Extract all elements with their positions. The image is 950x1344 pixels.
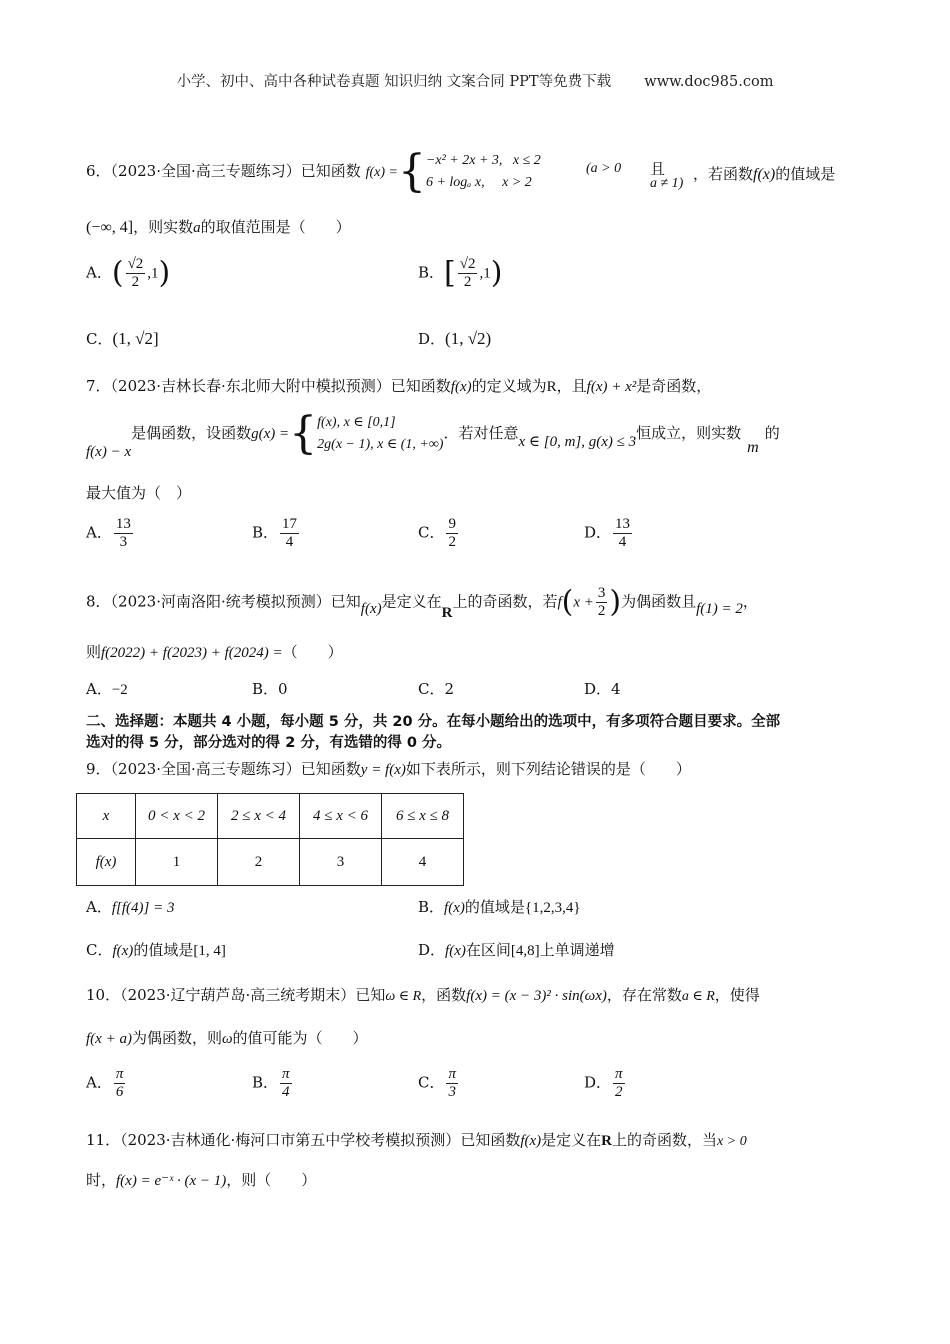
q7-cases <box>317 412 443 456</box>
q9-option-b[interactable] <box>418 896 581 917</box>
q11-expr: f(x) = e⁻ˣ · (x − 1) <box>116 1173 227 1189</box>
q7-R: R <box>546 379 557 395</box>
option-label: D． <box>584 523 612 542</box>
q6-lead: 已知函数 <box>300 162 361 180</box>
q6-tail: 的值域是 <box>775 165 836 183</box>
frac-num: 9 <box>448 516 456 532</box>
q10-option-a[interactable] <box>86 1066 127 1101</box>
q6-case1: −x² + 2x + 3, <box>425 153 503 168</box>
q10-l2b: 的值可能为（ ） <box>232 1029 368 1047</box>
q10-line2 <box>86 1027 368 1048</box>
q10-expr: f(x) = (x − 3)² · sin(ωx) <box>466 988 607 1004</box>
option-label: A． <box>86 680 112 698</box>
paren-right: ) <box>158 255 171 291</box>
option-tail2: 上单调递增 <box>539 941 615 959</box>
table-row <box>77 839 464 886</box>
frac <box>446 516 458 551</box>
frac-den: 4 <box>285 534 294 550</box>
frac-den: 3 <box>448 1084 456 1100</box>
q7-l2a: 是偶函数，设函数 <box>131 424 252 442</box>
table-header-cell: 4 ≤ x < 6 <box>300 794 382 839</box>
q7-mid: 的定义域为 <box>471 377 547 395</box>
q8-option-a[interactable] <box>86 678 128 699</box>
paren-left: ( <box>111 255 124 291</box>
q7-source: （2023·吉林长春·东北师大附中模拟预测） <box>110 377 391 395</box>
option-label: A． <box>86 523 112 542</box>
frac-num: 3 <box>597 585 606 601</box>
q8-line2b: （ ） <box>282 643 343 661</box>
q7-option-b[interactable] <box>252 516 301 551</box>
page-header <box>0 70 950 91</box>
q7-cond: x ∈ [0, m], g(x) ≤ 3 <box>518 434 637 450</box>
option-label: D． <box>584 1073 612 1092</box>
q6-option-b[interactable] <box>418 256 502 291</box>
option-expr: f[f(4)] = 3 <box>111 900 175 916</box>
frac-num: π <box>448 1066 456 1082</box>
q8-xplus: x + <box>573 594 594 611</box>
q9-option-a[interactable] <box>86 896 174 917</box>
paren-left: ( <box>561 584 574 620</box>
frac-den: 2 <box>463 274 472 290</box>
option-value: (1, √2) <box>445 329 492 348</box>
table-header-cell: 2 ≤ x < 4 <box>218 794 300 839</box>
q6-line2a: ，则实数 <box>133 218 194 236</box>
frac-den: 6 <box>115 1084 124 1100</box>
q8-lead: 已知 <box>330 592 361 611</box>
q10-tail: ，使得 <box>714 986 760 1004</box>
q6-line1-tail <box>693 163 835 184</box>
q7-num: 7． <box>86 377 111 395</box>
q8-mid2: 上的奇函数，若 <box>452 592 558 611</box>
option-label: C． <box>86 941 113 959</box>
frac <box>114 516 133 551</box>
table-row <box>77 794 464 839</box>
q8-expr: f(2022) + f(2023) + f(2024) = <box>101 645 283 661</box>
frac-num: 13 <box>115 516 131 532</box>
q7-gx: g(x) = <box>251 426 290 442</box>
q6-num: 6． <box>86 162 111 180</box>
q8-line2 <box>86 641 343 662</box>
q11-line1 <box>86 1129 747 1150</box>
q10-mid: ，函数 <box>421 986 467 1004</box>
frac-den: 2 <box>597 603 606 619</box>
option-expr: f(x) <box>445 943 466 959</box>
q11-fx: f(x) <box>520 1133 542 1149</box>
frac-num: 17 <box>282 516 298 532</box>
frac <box>458 256 478 291</box>
q6-range: (−∞, 4] <box>86 219 134 236</box>
option-label: B． <box>252 680 279 698</box>
frac-den: 2 <box>131 274 140 290</box>
table-cell: 4 <box>382 839 464 886</box>
q6-brace: { <box>397 146 426 197</box>
table-header-cell: 0 < x < 2 <box>136 794 218 839</box>
option-label: A． <box>86 898 112 916</box>
q6-fx: f(x) = <box>365 165 398 180</box>
q6-case2: 6 + logₐ x, <box>425 175 485 190</box>
frac-num: π <box>615 1066 623 1082</box>
frac <box>114 1066 126 1101</box>
paren-right: ) <box>609 584 622 620</box>
table-cell: 3 <box>300 839 382 886</box>
frac-den: 2 <box>448 534 456 550</box>
q7-lead: 已知函数 <box>390 377 451 395</box>
option-label: D． <box>584 680 612 698</box>
paren-left: [ <box>444 255 456 291</box>
option-value: (1, √2] <box>112 329 159 348</box>
option-rest: ,1 <box>479 265 491 282</box>
q7-fx: f(x) <box>450 379 472 395</box>
frac <box>613 1066 625 1101</box>
q6-option-c[interactable] <box>86 328 159 349</box>
table-header-cell: x <box>77 794 136 839</box>
q8-f1: f(1) = 2 <box>696 600 743 617</box>
q11-mid2: 上的奇函数，当 <box>612 1131 718 1149</box>
q11-cond: x > 0 <box>717 1134 747 1149</box>
q8-comma: ， <box>742 592 758 611</box>
frac <box>596 585 608 620</box>
q6-qie: 且 <box>650 160 666 178</box>
q7-l2b: ．若对任意 <box>443 424 519 442</box>
option-value: 4 <box>611 680 621 698</box>
q6-a: a <box>193 220 201 236</box>
option-label: C． <box>418 680 445 698</box>
frac <box>126 256 146 291</box>
q7-option-d[interactable] <box>584 516 634 551</box>
q11-mid: 是定义在 <box>541 1131 602 1149</box>
option-rest: ,1 <box>147 265 159 282</box>
q8-f: f <box>557 594 562 611</box>
q8-num: 8． <box>86 592 111 611</box>
frac-num: π <box>115 1066 124 1082</box>
frac <box>446 1066 458 1101</box>
q10-option-c[interactable] <box>418 1066 460 1101</box>
q8-mid3: 为偶函数且 <box>621 592 697 611</box>
option-label: B． <box>252 523 279 542</box>
option-label: A． <box>86 263 112 282</box>
option-label: B． <box>252 1073 279 1092</box>
option-text: 的值域是 <box>133 941 194 959</box>
q9-option-c[interactable] <box>86 939 226 960</box>
q11-l2a: 时， <box>86 1171 117 1189</box>
q6-line2 <box>86 216 351 237</box>
q7-case2: 2g(x − 1), x ∈ (1, +∞) <box>317 437 444 452</box>
q6-option-a[interactable] <box>86 256 170 291</box>
section2-line1: 二、选择题：本题共 4 小题，每小题 5 分，共 20 分。在每小题给出的选项中，有多项符合题目要求。全部 <box>86 714 781 730</box>
table-cell: 1 <box>136 839 218 886</box>
q7-option-c[interactable] <box>418 516 460 551</box>
frac <box>280 1066 292 1101</box>
header-site: www.doc985.com <box>644 74 774 90</box>
q8-mid: 是定义在 <box>381 592 442 611</box>
frac-den: 3 <box>119 534 128 550</box>
q8-option-d[interactable] <box>584 678 621 699</box>
q6-param: (a > 0 <box>586 161 622 176</box>
option-label: B． <box>418 898 445 916</box>
q6-param2: a ≠ 1) <box>650 176 684 191</box>
q6-option-d[interactable] <box>418 328 491 349</box>
frac-num: √2 <box>127 256 144 272</box>
q11-line2 <box>86 1169 316 1190</box>
option-tail: [1, 4] <box>193 943 226 959</box>
q7-m: m <box>747 439 759 456</box>
q7-mid2: ，且 <box>556 377 587 395</box>
q11-R: R <box>601 1133 613 1149</box>
q10-mid2: ，存在常数 <box>606 986 682 1004</box>
q9-fx: y = f(x) <box>360 762 406 778</box>
q9-source: （2023·全国·高三专题练习） <box>110 760 301 778</box>
frac-den: 4 <box>618 534 627 550</box>
q7-expr: f(x) + x² <box>586 379 637 395</box>
header-text: 小学、初中、高中各种试卷真题 知识归纳 文案合同 PPT等免费下载 <box>176 74 612 90</box>
q10-w: ω ∈ R <box>385 989 422 1004</box>
q7-case1: f(x), x ∈ [0,1] <box>317 415 396 430</box>
option-label: C． <box>86 330 113 348</box>
option-expr: f(x) <box>444 900 465 916</box>
frac-den: 4 <box>282 1084 290 1100</box>
q7-option-a[interactable] <box>86 516 135 551</box>
q9-lead: 已知函数 <box>300 760 361 778</box>
frac <box>613 516 632 551</box>
frac-num: π <box>282 1066 290 1082</box>
q7-line1 <box>86 375 711 396</box>
q11-source: （2023·吉林通化·梅河口市第五中学校考模拟预测） <box>120 1131 461 1149</box>
option-label: C． <box>418 1073 445 1092</box>
option-label: A． <box>86 1073 112 1092</box>
paren-right: ) <box>490 255 503 291</box>
table-cell: f(x) <box>77 839 136 886</box>
q7-l2d: 的 <box>764 424 780 442</box>
option-tail: {1,2,3,4} <box>524 900 581 916</box>
option-tail: [4,8] <box>510 943 540 959</box>
option-text: 在区间 <box>465 941 511 959</box>
option-value: −2 <box>111 682 128 698</box>
q7-line3: 最大值为（ ） <box>86 484 192 502</box>
q8-line2a: 则 <box>86 643 102 661</box>
q10-line1 <box>86 984 760 1005</box>
q6-line2b: 的取值范围是（ ） <box>200 218 351 236</box>
table-header-cell: 6 ≤ x ≤ 8 <box>382 794 464 839</box>
q7-expr2: f(x) − x <box>86 444 132 460</box>
option-label: C． <box>418 523 445 542</box>
q11-l2b: ，则（ ） <box>226 1171 317 1189</box>
q10-source: （2023·辽宁葫芦岛·高三统考期末） <box>120 986 356 1004</box>
q7-tail: 是奇函数， <box>636 377 712 395</box>
q10-fxa: f(x + a) <box>86 1031 132 1047</box>
q6-line1 <box>86 146 541 197</box>
q8-option-c[interactable] <box>418 678 454 699</box>
option-expr: f(x) <box>112 943 134 959</box>
q10-num: 10． <box>86 986 121 1004</box>
option-value: 0 <box>278 680 288 698</box>
q6-fx2: f(x) <box>753 166 776 183</box>
section2-line2: 选对的得 5 分，部分选对的得 2 分，有选错的得 0 分。 <box>86 735 452 751</box>
q6-cond1: x ≤ 2 <box>512 153 541 168</box>
q10-option-d[interactable] <box>584 1066 627 1101</box>
q7-line2 <box>86 408 780 460</box>
frac-num: √2 <box>459 256 476 272</box>
frac-num: 13 <box>615 516 631 532</box>
q9-tail: 如下表所示，则下列结论错误的是（ ） <box>405 760 691 778</box>
q8-fx: f(x) <box>360 600 382 617</box>
q9-table <box>76 793 464 886</box>
option-label: D． <box>418 330 446 348</box>
q10-omega: ω <box>221 1031 233 1047</box>
q9-num: 9． <box>86 760 111 778</box>
option-label: D． <box>418 941 446 959</box>
q9-option-d[interactable] <box>418 939 615 960</box>
q8-line1 <box>86 585 758 620</box>
q11-lead: 已知函数 <box>460 1131 521 1149</box>
option-value: 2 <box>444 680 455 698</box>
frac-den: 2 <box>615 1084 623 1100</box>
q11-num: 11． <box>86 1131 121 1149</box>
q10-l2: 为偶函数，则 <box>131 1029 222 1047</box>
q7-brace: { <box>289 408 318 459</box>
option-text: 的值域是 <box>464 898 525 916</box>
q6-source: （2023·全国·高三专题练习） <box>110 162 301 180</box>
q8-R: R <box>441 604 453 621</box>
q8-source: （2023·河南洛阳·统考模拟预测） <box>110 592 331 611</box>
q10-lead: 已知 <box>355 986 386 1004</box>
q10-option-b[interactable] <box>252 1066 294 1101</box>
option-label: B． <box>418 263 445 282</box>
q7-l2c: 恒成立，则实数 <box>636 424 742 442</box>
q6-cond2: x > 2 <box>502 175 532 190</box>
q8-option-b[interactable] <box>252 678 288 699</box>
q10-a: a ∈ R <box>681 989 715 1004</box>
frac <box>280 516 299 551</box>
q6-cases <box>426 150 541 194</box>
q9-line1 <box>86 758 691 779</box>
q6-mid: ，若函数 <box>693 165 754 183</box>
table-cell: 2 <box>218 839 300 886</box>
